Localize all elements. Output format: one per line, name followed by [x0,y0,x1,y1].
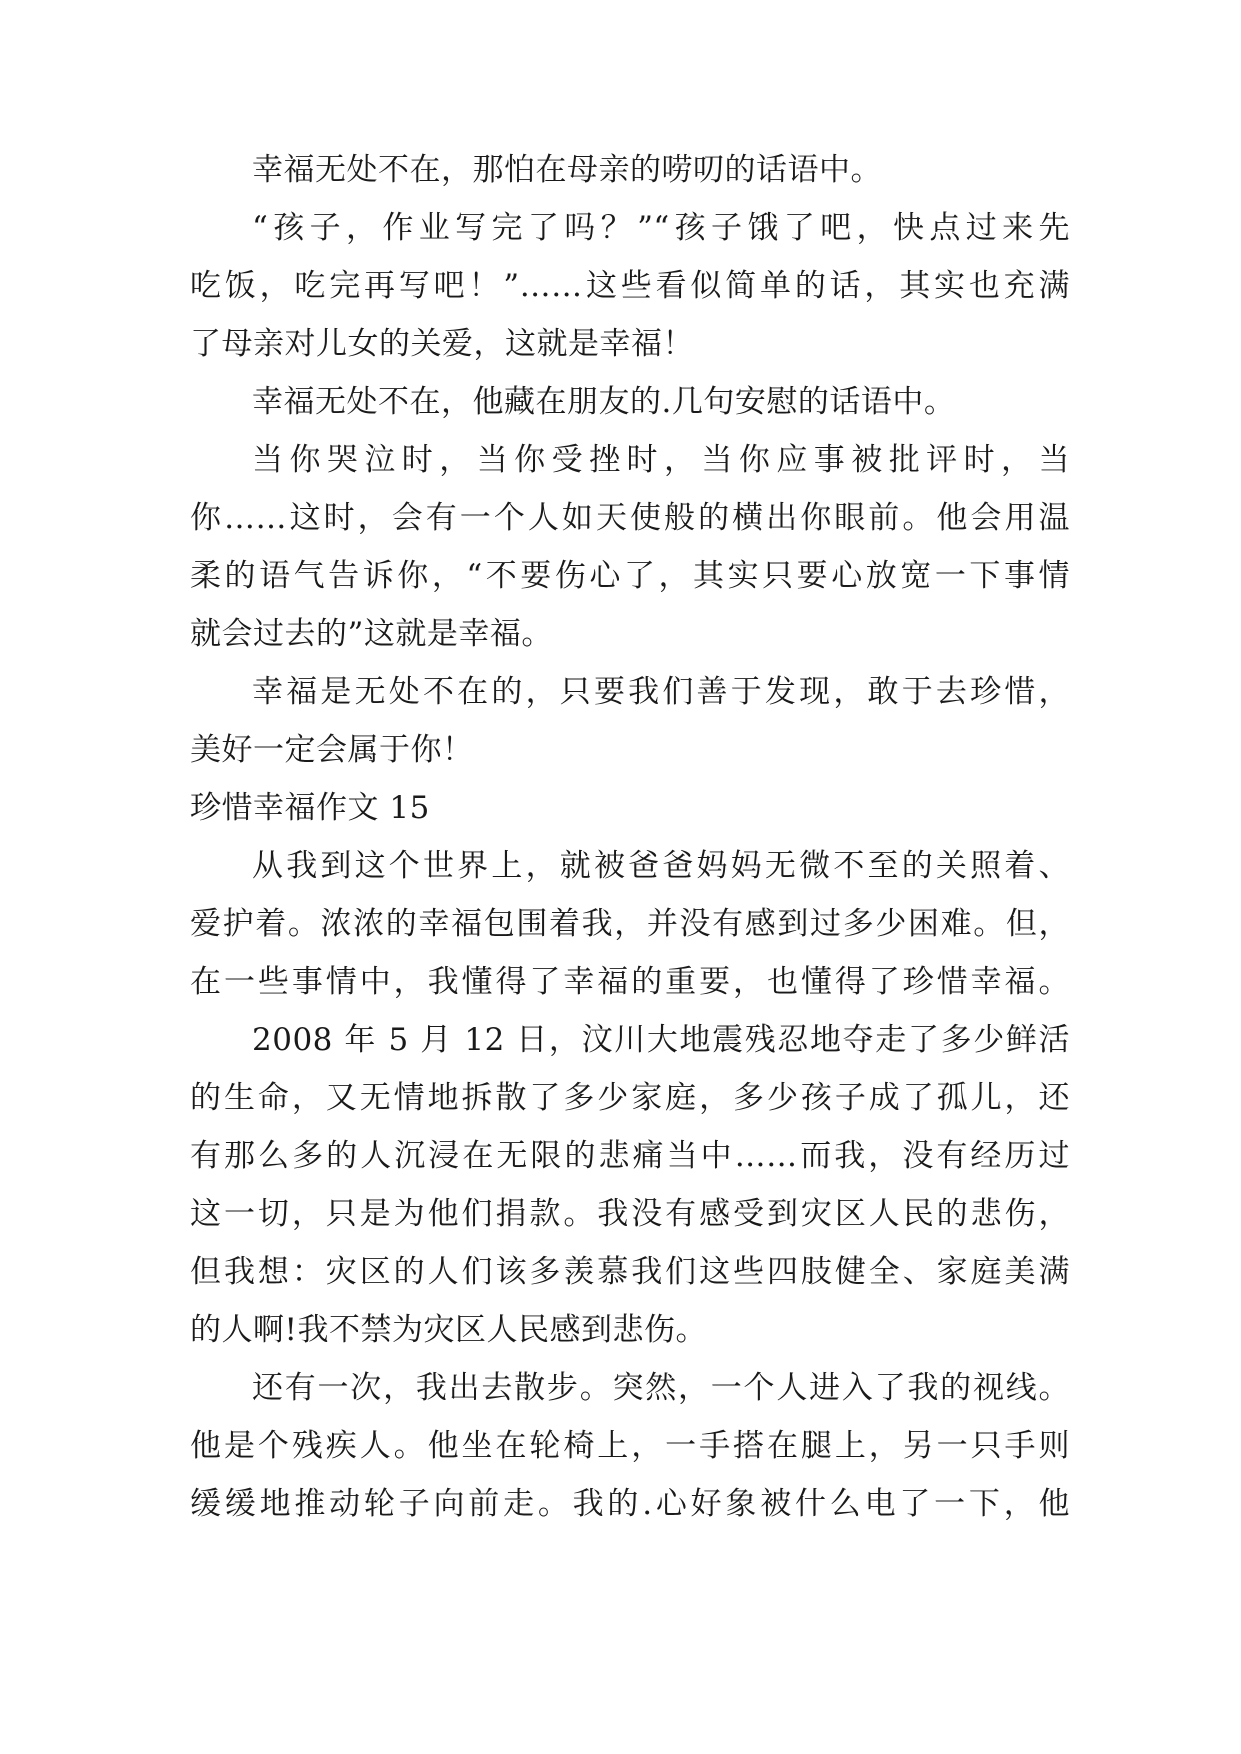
text-line: 吃饭，吃完再写吧！”……这些看似简单的话，其实也充满 [190,268,1070,304]
text-line: 还有一次，我出去散步。突然，一个人进入了我的视线。 [252,1370,1070,1406]
text-line: 美好一定会属于你！ [190,732,474,768]
text-line: 的生命，又无情地拆散了多少家庭，多少孩子成了孤儿，还 [190,1080,1070,1116]
section-title: 珍惜幸福作文 15 [190,790,430,826]
text-line: 的人啊!我不禁为灾区人民感到悲伤。 [190,1312,707,1348]
text-line: 幸福无处不在，那怕在母亲的唠叨的话语中。 [252,152,882,188]
text-line: 2008 年 5 月 12 日，汶川大地震残忍地夺走了多少鲜活 [252,1022,1070,1058]
text-line: 幸福无处不在，他藏在朋友的.几句安慰的话语中。 [252,384,956,420]
text-line: 但我想：灾区的人们该多羡慕我们这些四肢健全、家庭美满 [190,1254,1070,1290]
text-line: 有那么多的人沉浸在无限的悲痛当中……而我，没有经历过 [190,1138,1070,1174]
text-line: 在一些事情中，我懂得了幸福的重要，也懂得了珍惜幸福。 [190,964,1070,1000]
text-line: 爱护着。浓浓的幸福包围着我，并没有感到过多少困难。但， [190,906,1070,942]
text-line: 柔的语气告诉你，“不要伤心了，其实只要心放宽一下事情 [190,558,1070,594]
text-line: 缓缓地推动轮子向前走。我的.心好象被什么电了一下，他 [190,1486,1070,1522]
text-line: 他是个残疾人。他坐在轮椅上，一手搭在腿上，另一只手则 [190,1428,1070,1464]
text-line: 当你哭泣时，当你受挫时，当你应事被批评时，当 [252,442,1070,478]
text-line: 你……这时，会有一个人如天使般的横出你眼前。他会用温 [190,500,1070,536]
text-line: 了母亲对儿女的关爱，这就是幸福！ [190,326,694,362]
text-line: 幸福是无处不在的，只要我们善于发现，敢于去珍惜， [252,674,1070,710]
text-line: 从我到这个世界上，就被爸爸妈妈无微不至的关照着、 [252,848,1070,884]
text-line: “孩子，作业写完了吗？”“孩子饿了吧，快点过来先 [252,210,1070,246]
text-line: 这一切，只是为他们捐款。我没有感受到灾区人民的悲伤， [190,1196,1070,1232]
text-line: 就会过去的”这就是幸福。 [190,616,553,652]
